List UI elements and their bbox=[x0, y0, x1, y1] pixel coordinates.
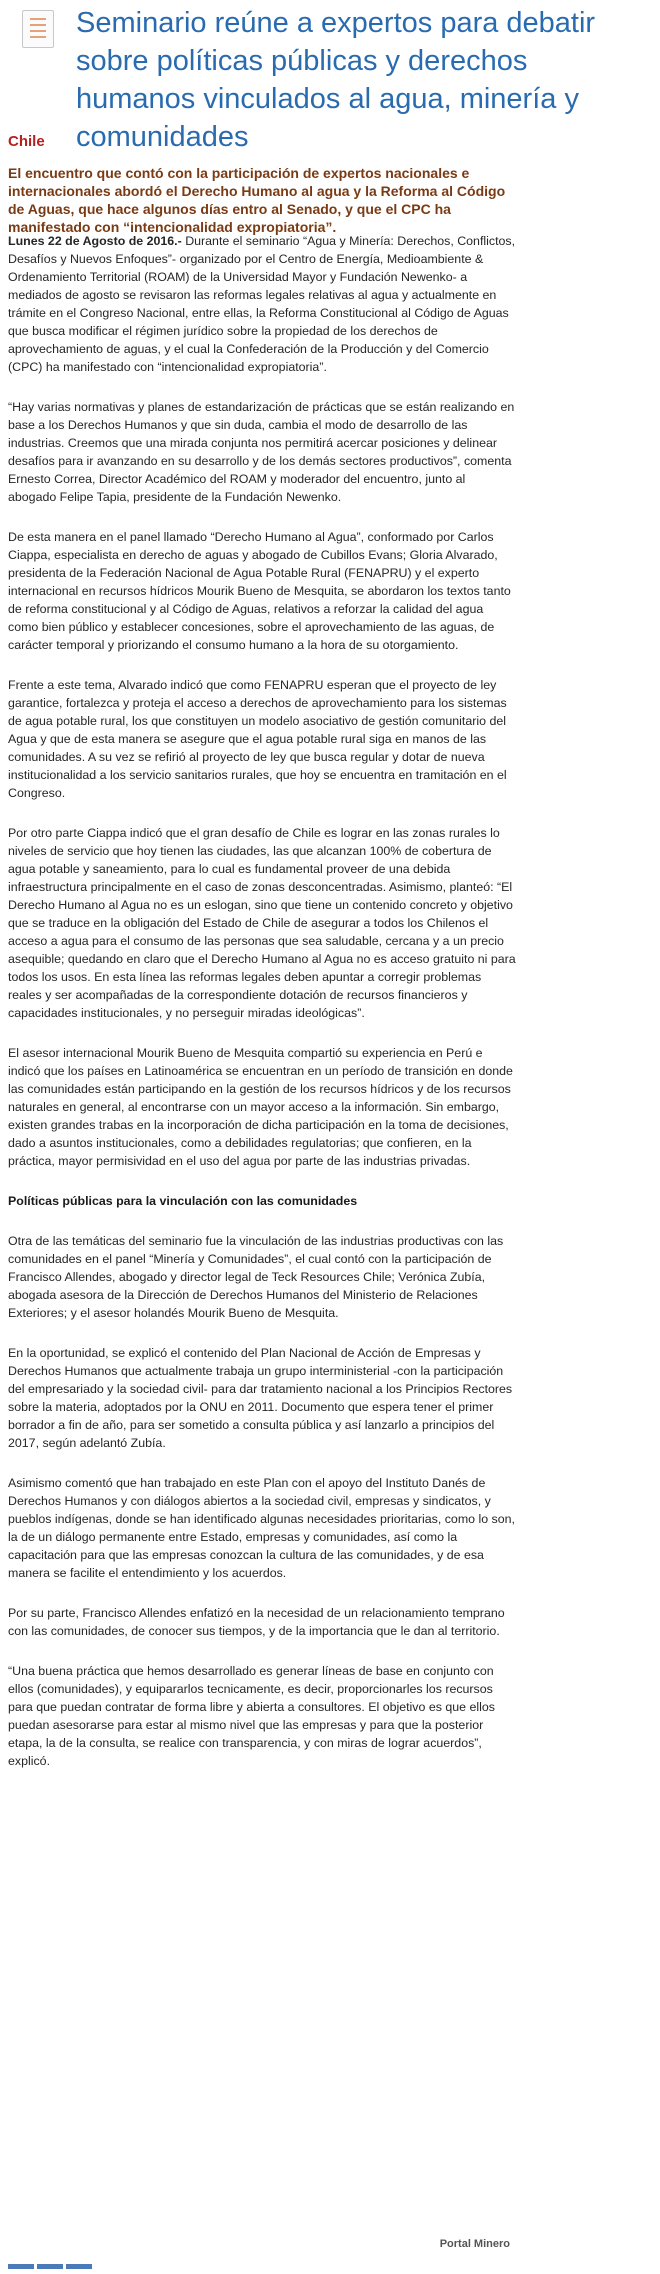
paragraph: De esta manera en el panel llamado “Derecho Humano al Agua”, conformado por Carlos Ciappa, especialista en derecho de aguas y abogado de Cubillos Evans; Gloria Alvarado, presidenta de la Federación Nacional de Agua Potable Rural (FENAPRU) y el experto internacional en recursos hídricos Mourik Bueno de Mesquita, se abordaron los textos tanto de reforma constitucional y al Código de Aguas, relativos a reforzar la calidad del agua como bien público y establecer concesiones, sobre el aprovechamiento de las aguas, de carácter temporal y priorizando el consumo humano a la hora de su otorgamiento. bbox=[8, 530, 511, 652]
paragraph: Por otro parte Ciappa indicó que el gran desafío de Chile es lograr en las zonas rurales lo niveles de servicio que hoy tienen las ciudades, las que alcanzan 100% de cobertura de agua potable y saneamiento, para lo cual es fundamental proveer de una debida infraestructura principalmente en el caso de zonas desconcentradas. Asimismo, planteó: “El Derecho Humano al Agua no es un eslogan, sino que tiene un contenido concreto y objetivo que se traduce en la obligación del Estado de Chile de asegurar a todos los Chilenos el acceso a agua para el consumo de las personas que sea saludable, cercana y a un precio asequible; quedando en claro que el Derecho Humano al Agua no es acceso gratuito ni para todos los usos. En esta línea las reformas legales deben apuntar a corregir problemas reales y ser acompañadas de la correspondiente dotación de recursos financieros y capacidades institucionales, y no perseguir miradas ideológicas”. bbox=[8, 826, 516, 1020]
dateline: Lunes 22 de Agosto de 2016.- bbox=[8, 234, 182, 248]
paragraph: Asimismo comentó que han trabajado en este Plan con el apoyo del Instituto Danés de Derechos Humanos y con diálogos abiertos a la sociedad civil, empresas y sindicatos, y pueblos indígenas, donde se han identificado algunas necesidades prioritarias, como lo son, la de un diálogo permanente entre Estado, empresas y comunidades, así como la capacitación para que las empresas conozcan la cultura de las comunidades, y de esa manera se facilite el entendimiento y los acuerdos. bbox=[8, 1476, 515, 1580]
document-icon bbox=[22, 10, 54, 48]
paragraph-text: Durante el seminario “Agua y Minería: Derechos, Conflictos, Desafíos y Nuevos Enfoques”- organizado por el Centro de Energía, Medioambiente & Ordenamiento Territorial (ROAM) de la Universidad Mayor y Fundación Newenko- a mediados de agosto se revisaron las reformas legales relativas al agua y actualmente en trámite en el Congreso Nacional, entre ellas, la Reforma Constitucional al Código de Aguas que busca modificar el régimen jurídico sobre la propiedad de los derechos de aprovechamiento de aguas, y el cual la Confederación de la Producción y del Comercio (CPC) ha manifestado con “intencionalidad expropiatoria”. bbox=[8, 234, 516, 374]
paragraph: “Una buena práctica que hemos desarrollado es generar líneas de base en conjunto con ellos (comunidades), y equipararlos tecnicamente, es decir, proporcionarles los recursos para que puedan contratar de forma libre y abierta a consultores. El objetivo es que ellos puedan asesorarse para estar al mismo nivel que las empresas y para que la posterior etapa, la de la consulta, se realice con transparencia, y con miras de lograr acuerdos”, explicó. bbox=[8, 1664, 495, 1768]
share-button[interactable] bbox=[66, 2264, 92, 2269]
article-lead: El encuentro que contó con la participación de expertos nacionales e internacionales abordó el Derecho Humano al agua y la Reforma al Código de Aguas, que hace algunos días entro al Senado, y que el CPC ha manifestado con “intencionalidad expropiatoria”. bbox=[8, 165, 506, 235]
paragraph: Frente a este tema, Alvarado indicó que como FENAPRU esperan que el proyecto de ley garantice, fortalezca y proteja el acceso a derechos de aprovechamiento para los sistemas de agua potable rural, los que constituyen un modelo asociativo de gestión comunitario del Agua y que de esta manera se asegure que el agua potable rural siga en manos de las comunidades. A su vez se refirió al proyecto de ley que busca regular y dotar de nueva institucionalidad a los servicio sanitarios rurales, que hoy se encuentra en tramitación en el Congreso. bbox=[8, 678, 507, 800]
paragraph: “Hay varias normativas y planes de estandarización de prácticas que se están realizando en base a los Derechos Humanos y que sin duda, cambia el modo de desarrollo de las industrias. Creemos que una mirada conjunta nos permitirá acercar posiciones y delinear desafíos para ir avanzando en su desarrollo y de los demás sectores productivos”, comenta Ernesto Correa, Director Académico del ROAM y moderador del encuentro, junto al abogado Felipe Tapia, presidente de la Fundación Newenko. bbox=[8, 400, 515, 504]
article-title: Seminario reúne a expertos para debatir sobre políticas públicas y derechos humanos vinculados al agua, minería y comunidades bbox=[76, 7, 596, 153]
share-buttons bbox=[8, 2256, 95, 2274]
share-button[interactable] bbox=[37, 2264, 63, 2269]
section-heading: Políticas públicas para la vinculación con las comunidades bbox=[8, 1194, 358, 1208]
paragraph: El asesor internacional Mourik Bueno de Mesquita compartió su experiencia en Perú e indicó que los países en Latinoamérica se encuentran en un período de transición en donde las comunidades están participando en la gestión de los recursos hídricos y de los recursos naturales en general, al encontrarse con un mayor acceso a la información. Sin embargo, existen grandes trabas en la incorporación de dicha participación en la toma de decisiones, dado a asuntos institucionales, como a debilidades regulatorias; que confieren, en la práctica, mayor permisividad en el uso del agua por parte de las industrias privadas. bbox=[8, 1046, 513, 1168]
paragraph: Otra de las temáticas del seminario fue la vinculación de las industrias productivas con las comunidades en el panel “Minería y Comunidades”, el cual contó con la participación de Francisco Allendes, abogado y director legal de Teck Resources Chile; Verónica Zubía, abogada asesora de la Dirección de Derechos Humanos del Ministerio de Relaciones Exteriores; y el asesor holandés Mourik Bueno de Mesquita. bbox=[8, 1234, 504, 1320]
paragraph: En la oportunidad, se explicó el contenido del Plan Nacional de Acción de Empresas y Derechos Humanos que actualmente trabaja un grupo interministerial -con la participación del empresariado y la sociedad civil- para dar tratamiento nacional a los Principios Rectores sobre la materia, adoptados por la ONU en 2011. Documento que espera tener el primer borrador a fin de año, para ser sometido a consulta pública y así lanzarlo a principios del 2017, según adelantó Zubía. bbox=[8, 1346, 513, 1450]
paragraph bbox=[8, 232, 516, 376]
article-body bbox=[8, 232, 516, 1770]
share-button[interactable] bbox=[8, 2264, 34, 2269]
source-credit: Portal Minero bbox=[439, 2238, 510, 2250]
paragraph: Por su parte, Francisco Allendes enfatizó en la necesidad de un relacionamiento temprano con las comunidades, de conocer sus tiempos, y de la importancia que le dan al territorio. bbox=[8, 1606, 505, 1638]
category-label: Chile bbox=[8, 133, 45, 150]
